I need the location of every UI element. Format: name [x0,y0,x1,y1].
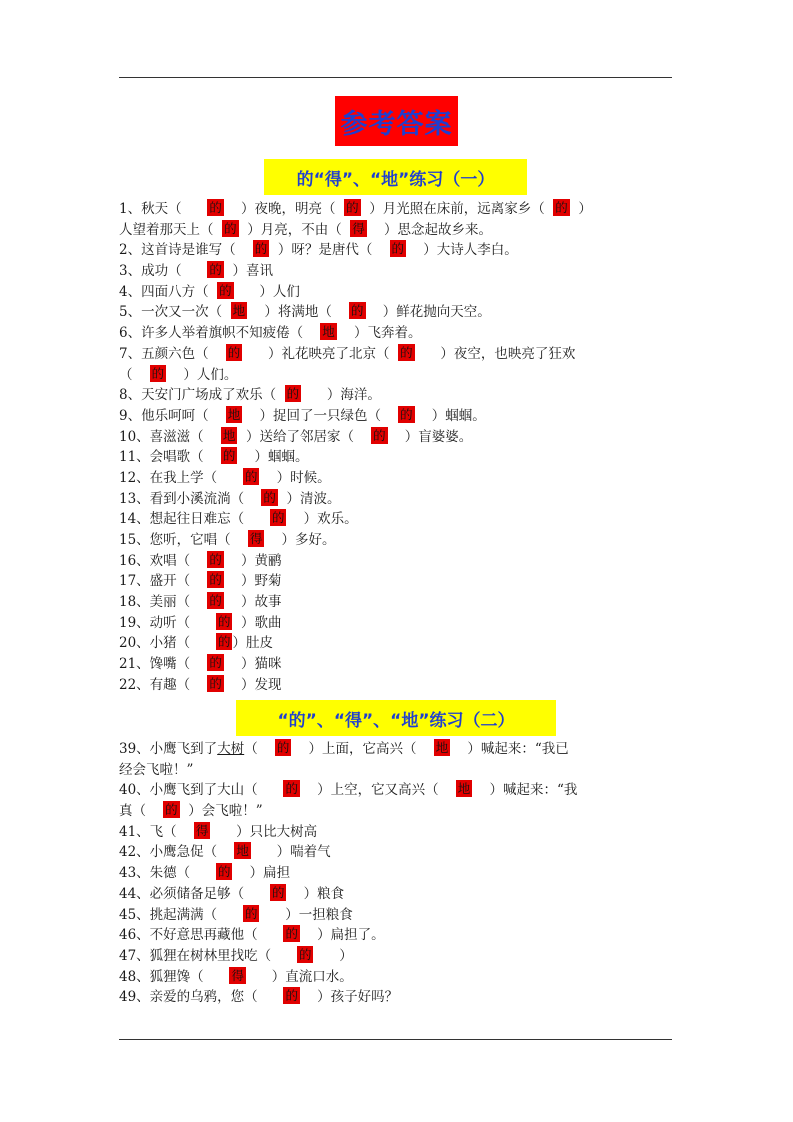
exercise-line [119,592,675,613]
exercise-line [119,675,675,696]
answer-highlight: 的 [285,781,298,797]
exercise-text: ）将满地（ [247,304,350,321]
exercise-line [119,447,675,468]
exercise-line [119,863,675,884]
exercise-text: ）孩子好吗？ [299,989,399,1006]
exercise-text: 46、不好意思再藏他（ [119,927,284,944]
exercise-text: 10、喜滋滋（ [119,428,221,445]
answer-highlight: 的 [346,200,359,215]
exercise-text: 39、小鹰飞到了 [119,741,218,757]
answer-highlight: 的 [263,489,276,505]
exercise-line [119,884,675,905]
exercise-line [119,509,675,530]
exercise-text: ）夜空，也映亮了狂欢 [414,345,576,362]
exercise-text: 3、成功（ [119,263,208,280]
exercise-list-1 [119,199,675,696]
exercise-line [119,946,675,967]
exercise-text: 42、小鹰急促（ [119,844,235,861]
answer-highlight: 的 [165,802,178,818]
answer-highlight: 的 [209,200,222,215]
exercise-text: 1、秋天（ [119,201,208,217]
answer-highlight: 的 [276,740,290,755]
exercise-text: ）蝈蝈。 [237,449,309,466]
exercise-text: ）清波。 [277,490,341,507]
exercise-list-2 [119,739,675,1008]
exercise-text: 49、亲爱的乌鸦，您（ [119,989,284,1006]
answer-highlight: 地 [457,781,471,797]
exercise-text: 9、他乐呵呵（ [119,407,226,424]
exercise-text: ）时候。 [259,469,331,486]
exercise-text: 22、有趣（ [119,676,208,693]
underlined-text: 大树 [217,741,245,757]
exercise-text: ）歌曲 [232,614,282,631]
exercise-text: ）人们 [233,283,300,300]
header-rule [119,77,672,78]
exercise-text: ）发现 [223,676,282,693]
exercise-text: 8、天安门广场成了欢乐（ [119,387,285,404]
exercise-text: ）盲婆婆。 [387,428,473,445]
answer-highlight: 的 [209,655,222,671]
exercise-text: ）大诗人李白。 [406,242,518,259]
exercise-line [119,385,675,406]
exercise-line [119,780,675,801]
exercise-text: ）呀？是唐代（ [269,242,390,259]
answer-highlight: 地 [222,427,236,443]
exercise-text: 21、馋嘴（ [119,656,208,673]
exercise-line [119,365,675,386]
section-heading-1 [264,159,527,195]
answer-highlight: 的 [209,262,222,278]
exercise-line [119,344,675,365]
answer-highlight: 的 [391,241,405,257]
answer-highlight: 的 [151,365,165,381]
exercise-text: ）上空，它又高兴（ [299,782,456,799]
exercise-text: 4、四面八方（ [119,283,218,300]
answer-highlight: 的 [217,864,231,880]
exercise-text: ）粮食 [286,885,345,902]
answer-highlight: 的 [351,303,364,319]
exercise-text: ）喊起来：“我已 [450,741,569,757]
exercise-text: 经会飞啦！” [119,761,194,778]
answer-highlight: 的 [244,905,258,921]
exercise-text: 41、飞（ [119,823,194,840]
exercise-line [119,282,675,303]
answer-highlight: 的 [373,427,386,443]
exercise-line [119,925,675,946]
page-title: 参考答案 [340,108,453,140]
exercise-text: （ [244,741,275,757]
exercise-text: ）喜讯 [223,263,273,280]
exercise-text: ）人们。 [166,366,238,383]
exercise-text: 13、看到小溪流淌（ [119,490,262,507]
answer-highlight: 得 [249,531,263,546]
exercise-text: ）猫咪 [223,656,282,673]
exercise-line [119,613,675,634]
answer-highlight: 的 [209,572,222,588]
exercise-text: 5、一次又一次（ [119,304,231,321]
exercise-line [119,967,675,988]
exercise-line [119,427,675,448]
exercise-text: ）只比大树高 [210,823,318,840]
exercise-text: ）飞奔着。 [336,325,422,342]
exercise-text: 15、您听，它唱（ [119,532,248,548]
answer-highlight: 的 [400,406,413,422]
section-heading-2-text: “的”、“得”、“地”练习（二） [277,710,515,731]
exercise-text: 6、许多人举着旗帜不知疲倦（ [119,325,321,342]
exercise-line [119,323,675,344]
answer-key-title [335,96,458,146]
exercise-line [119,905,675,926]
answer-highlight: 的 [222,448,236,464]
answer-highlight: 地 [232,303,246,319]
exercise-text: ）故事 [223,594,282,611]
exercise-text: 2、这首诗是谁写（ [119,242,253,259]
exercise-text: 45、挑起满满（ [119,906,243,923]
exercise-text: 16、欢唱（ [119,552,208,569]
exercise-text: 44、必须储备足够（ [119,885,270,902]
answer-highlight: 的 [286,386,300,402]
exercise-text: ）扁担 [232,865,291,882]
answer-highlight: 得 [195,822,209,838]
exercise-line [119,406,675,427]
exercise-text: ）野菊 [223,573,282,590]
exercise-text: ）直流口水。 [245,968,353,985]
exercise-text: 人望着那天上（ [119,221,223,238]
exercise-text: ）思念起故乡来。 [366,221,492,238]
exercise-line [119,530,675,551]
exercise-text: （ [119,366,150,383]
exercise-text: ）上面，它高兴（ [291,741,434,757]
answer-highlight: 的 [285,988,298,1004]
answer-highlight: 地 [435,740,449,755]
answer-highlight: 的 [209,675,222,691]
answer-highlight: 的 [219,282,232,298]
exercise-text: ）捉回了一只绿色（ [242,407,399,424]
exercise-text: ）月亮，不由（ [238,221,351,238]
exercise-text: 20、小猪（ [119,635,216,652]
exercise-text: ）喊起来：“我 [472,782,578,799]
exercise-text: 真（ [119,803,164,820]
exercise-text: ）肚皮 [232,635,273,652]
answer-highlight: 得 [352,220,365,236]
exercise-text: 14、想起往日难忘（ [119,511,270,528]
exercise-text: ）扁担了。 [299,927,385,944]
exercise-line [119,468,675,489]
exercise-text: 48、狐狸馋（ [119,968,230,985]
exercise-line [119,801,675,822]
exercise-text: ）欢乐。 [286,511,358,528]
exercise-line [119,633,675,654]
answer-highlight: 的 [217,613,231,629]
exercise-line [119,571,675,592]
exercise-line [119,739,675,760]
exercise-text: 47、狐狸在树林里找吃（ [119,947,297,964]
exercise-line [119,199,675,220]
exercise-text: ）海洋。 [301,387,381,404]
exercise-text: ）礼花映亮了北京（ [242,345,399,362]
answer-highlight: 的 [271,510,285,526]
exercise-line [119,261,675,282]
exercise-text: 7、五颜六色（ [119,345,226,362]
exercise-text: 17、盛开（ [119,573,208,590]
answer-highlight: 的 [400,344,413,360]
answer-highlight: 的 [555,200,568,215]
answer-highlight: 的 [224,220,237,236]
exercise-text: 40、小鹰飞到了大山（ [119,782,284,799]
exercise-text: 18、美丽（ [119,594,208,611]
exercise-line [119,987,675,1008]
answer-highlight: 的 [209,551,222,567]
exercise-text: ）一担粮食 [259,906,353,923]
answer-highlight: 的 [285,926,298,942]
exercise-text: ）送给了邻居家（ [237,428,372,445]
exercise-text: ）月光照在床前，远离家乡（ [360,201,554,217]
answer-highlight: 的 [209,593,222,609]
exercise-line [119,240,675,261]
exercise-text: 12、在我上学（ [119,469,243,486]
exercise-line [119,551,675,572]
footer-rule [119,1039,672,1040]
exercise-line [119,220,675,241]
exercise-line [119,842,675,863]
answer-highlight: 地 [322,324,335,340]
exercise-line [119,822,675,843]
answer-highlight: 地 [236,843,249,859]
exercise-text: ）蝈蝈。 [414,407,486,424]
exercise-line [119,760,675,781]
answer-highlight: 得 [231,967,244,983]
answer-highlight: 的 [298,946,312,962]
section-heading-1-text: 的“得”、“地”练习（一） [296,169,495,190]
exercise-text: 11、会唱歌（ [119,449,221,466]
exercise-line [119,654,675,675]
exercise-text: 19、动听（ [119,614,216,631]
exercise-text: ） [313,947,353,964]
answer-highlight: 的 [271,884,285,900]
exercise-text: ）喘着气 [250,844,331,861]
exercise-text: ） [569,201,592,217]
exercise-text: 43、朱德（ [119,865,216,882]
exercise-line [119,489,675,510]
exercise-text: ）多好。 [264,532,336,548]
answer-highlight: 的 [217,634,231,650]
section-heading-2 [236,700,556,736]
answer-highlight: 地 [227,406,241,422]
exercise-text: ）夜晚，明亮（ [223,201,345,217]
answer-highlight: 的 [227,344,241,360]
exercise-line [119,302,675,323]
exercise-text: ）黄鹂 [223,552,282,569]
exercise-text: ）会飞啦！” [179,803,263,820]
exercise-text: ）鲜花抛向天空。 [365,304,491,321]
answer-highlight: 的 [254,241,268,257]
answer-highlight: 的 [244,468,258,484]
